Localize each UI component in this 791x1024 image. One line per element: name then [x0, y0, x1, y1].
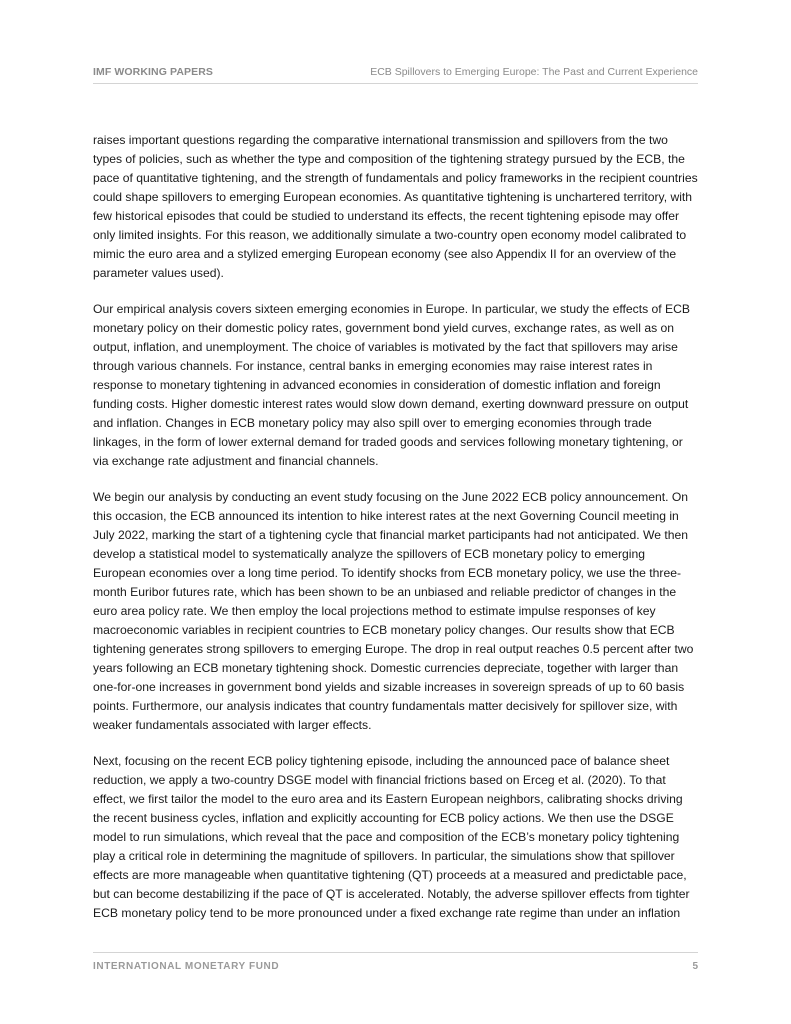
header-divider: [93, 83, 698, 84]
body-text: [93, 131, 699, 940]
publisher-name: INTERNATIONAL MONETARY FUND: [93, 961, 280, 972]
page-footer: [93, 961, 698, 975]
page-header: [93, 66, 698, 80]
paragraph: Next, focusing on the recent ECB policy tightening episode, including the announced pace of balance sheet reduction, we apply a two-country DSGE model with financial frictions based on Erceg et al. (2020). To that effect, we first tailor the model to the euro area and its Eastern European neighbors, calibrating shocks driving the recent business cycles, inflation and explicitly accounting for ECB policy actions. We then use the DSGE model to run simulations, which reveal that the pace and composition of the ECB’s monetary policy tightening play a critical role in determining the magnitude of spillovers. In particular, the simulations show that spillover effects are more manageable when quantitative tightening (QT) proceeds at a measured and predictable pace, but can become destabilizing if the pace of QT is accelerated. Notably, the adverse spillover effects from tighter ECB monetary policy tend to be more pronounced under a fixed exchange rate regime than under an inflation: [93, 754, 690, 920]
paper-title: ECB Spillovers to Emerging Europe: The Past and Current Experience: [370, 66, 698, 78]
paragraph: Our empirical analysis covers sixteen emerging economies in Europe. In particular, we study the effects of ECB monetary policy on their domestic policy rates, government bond yield curves, exchange rates, as well as on output, inflation, and unemployment. The choice of variables is motivated by the fact that spillovers may arise through various channels. For instance, central banks in emerging economies may raise interest rates in response to monetary tightening in advanced economies in consideration of domestic inflation and foreign funding costs. Higher domestic interest rates would slow down demand, exerting downward pressure on output and inflation. Changes in ECB monetary policy may also spill over to emerging economies through trade linkages, in the form of lower external demand for traded goods and services following monetary tightening, or via exchange rate adjustment and financial channels.: [93, 302, 690, 468]
footer-divider: [93, 952, 698, 953]
paragraph: We begin our analysis by conducting an event study focusing on the June 2022 ECB policy announcement. On this occasion, the ECB announced its intention to hike interest rates at the next Governing Council meeting in July 2022, marking the start of a tightening cycle that financial market participants had not anticipated. We then develop a statistical model to systematically analyze the spillovers of ECB monetary policy to emerging European economies over a long time period. To identify shocks from ECB monetary policy, we use the three-month Euribor futures rate, which has been shown to be an unbiased and reliable predictor of changes in the euro area policy rate. We then employ the local projections method to estimate impulse responses of key macroeconomic variables in recipient countries to ECB monetary policy changes. Our results show that ECB tightening generates strong spillovers to emerging Europe. The drop in real output reaches 0.5 percent after two years following an ECB monetary tightening shock. Domestic currencies depreciate, together with larger than one-for-one increases in government bond yields and sizable increases in sovereign spreads of up to 60 basis points. Furthermore, our analysis indicates that country fundamentals matter decisively for spillover size, with weaker fundamentals associated with larger effects.: [93, 490, 694, 732]
page-number: 5: [692, 961, 698, 972]
series-title: IMF WORKING PAPERS: [93, 66, 214, 78]
paragraph: raises important questions regarding the comparative international transmission and spillovers from the two types of policies, such as whether the type and composition of the tightening strategy pursued by the ECB, the pace of quantitative tightening, and the strength of fundamentals and policy frameworks in the recipient countries could shape spillovers to emerging European economies. As quantitative tightening is unchartered territory, with few historical episodes that could be studied to understand its effects, the recent tightening episode may offer only limited insights. For this reason, we additionally simulate a two-country open economy model calibrated to mimic the euro area and a stylized emerging European economy (see also Appendix II for an overview of the parameter values used).: [93, 133, 698, 280]
